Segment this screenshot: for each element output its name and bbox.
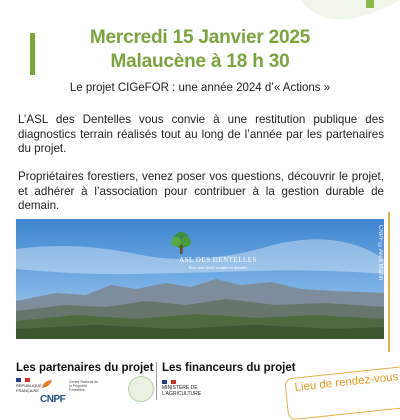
partner-round-logo — [128, 376, 154, 402]
event-place-time: Malaucène à 18 h 30 — [110, 51, 290, 72]
top-decoration — [300, 0, 400, 30]
ministry-logo — [162, 380, 222, 397]
republique-francaise-text: RÉPUBLIQUE FRANÇAISE — [16, 383, 42, 393]
french-flag-icon — [16, 378, 30, 382]
orange-accent-bar — [388, 212, 390, 352]
rendez-vous-label: Lieu de rendez-vous — [294, 371, 399, 394]
cnpf-logo-subtext: Centre National de la Propriété Forestière — [69, 380, 99, 392]
french-flag-icon — [162, 380, 176, 384]
ministry-logo-text: MINISTÈRE DE L’AGRICULTURE — [162, 385, 202, 397]
asl-logo — [168, 231, 268, 270]
photo-credit: CNPF ©Alice Martin — [377, 225, 383, 281]
tree-icon — [168, 231, 194, 255]
funders-title: Les financeurs du projet — [162, 362, 296, 374]
leaf-icon — [40, 379, 54, 389]
cnpf-logo-text: CNPF — [40, 394, 66, 405]
footer-divider — [156, 362, 157, 400]
partners-title: Les partenaires du projet — [16, 362, 154, 374]
cnpf-logo — [40, 376, 70, 405]
project-subtitle: Le projet CIGeFOR : une année 2024 d’« Actions » — [69, 82, 331, 94]
event-date: Mercredi 15 Janvier 2025 — [89, 27, 311, 48]
republique-francaise-logo — [16, 378, 42, 393]
asl-logo-tagline: Pour une forêt vivante et durable — [188, 265, 248, 270]
owners-paragraph: Propriétaires forestiers, venez poser vos questions, découvrir le projet, et adhérer à l’association pour contribuer à la gestion durable de demain. — [18, 170, 384, 213]
invitation-paragraph: L’ASL des Dentelles vous convie à une restitution publique des diagnostics terrain réalisés tout au long de l’année par les partenaires du projet. — [18, 113, 384, 156]
asl-logo-name: ASL DES DENTELLES — [179, 256, 257, 264]
landscape-photo — [16, 219, 384, 339]
